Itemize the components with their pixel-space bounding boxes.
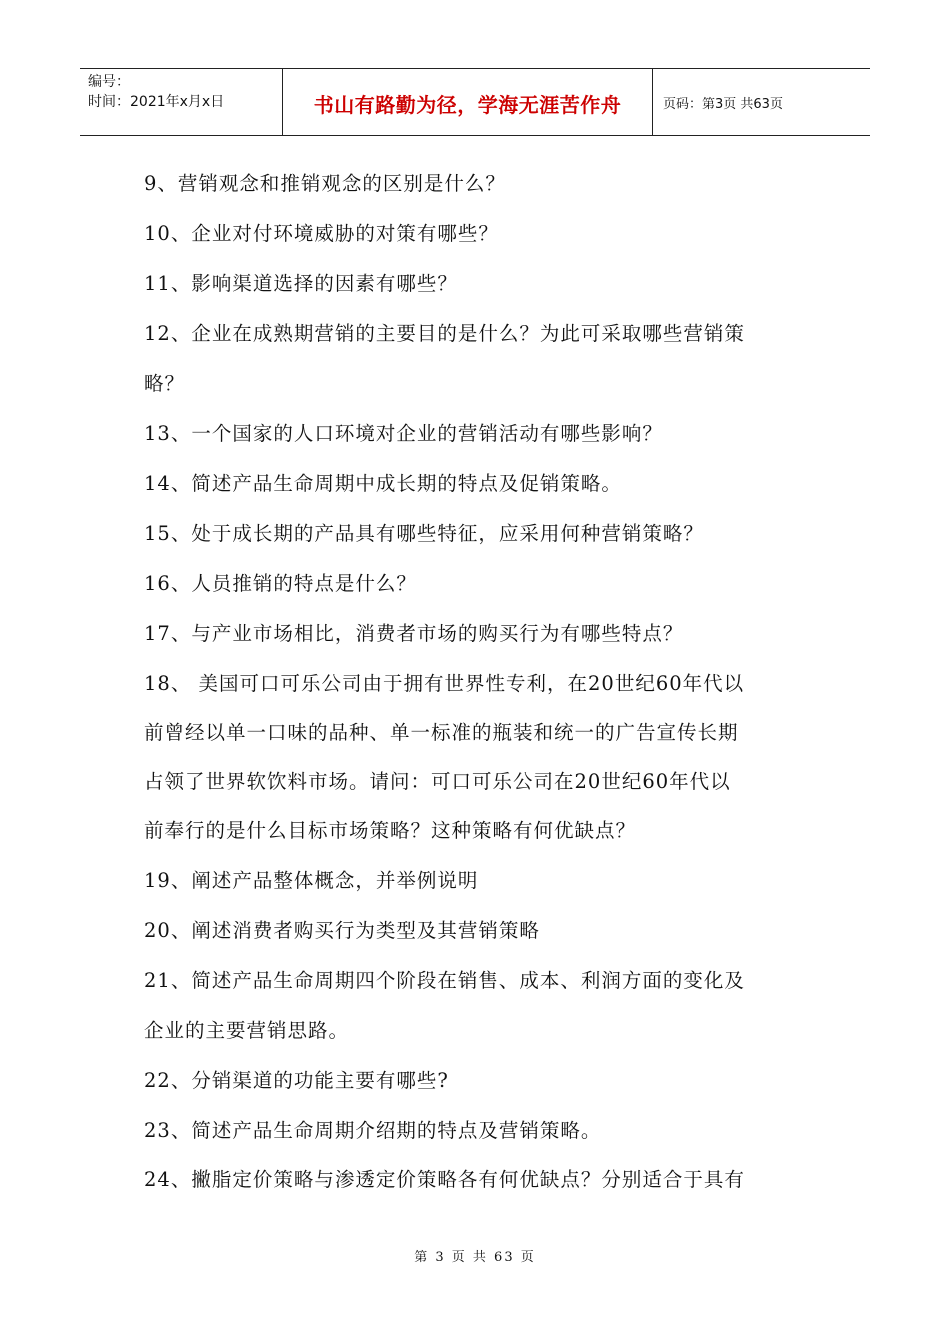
text-line: 21、简述产品生命周期四个阶段在销售、成本、利润方面的变化及 [144,969,745,992]
text-line: 9、营销观念和推销观念的区别是什么？ [144,172,506,195]
time-label: 时间：2021年x月x日 [88,94,225,110]
text-line: 17、与产业市场相比，消费者市场的购买行为有哪些特点？ [144,622,684,645]
page-header [80,68,870,136]
text-line: 24、撇脂定价策略与渗透定价策略各有何优缺点？分别适合于具有 [144,1168,745,1191]
header-meta-cell [80,69,283,135]
text-line: 18、 美国可口可乐公司由于拥有世界性专利，在20世纪60年代以 [144,672,745,695]
header-page-cell [653,69,870,135]
text-line: 10、企业对付环境威胁的对策有哪些？ [144,222,499,245]
text-line: 12、企业在成熟期营销的主要目的是什么？为此可采取哪些营销策 [144,322,745,345]
header-motto-cell [283,69,653,135]
text-line: 占领了世界软饮料市场。请问：可口可乐公司在20世纪60年代以 [144,770,731,793]
text-line: 19、阐述产品整体概念，并举例说明 [144,869,479,892]
page-footer: 第 3 页 共 63 页 [414,1250,536,1265]
page-info: 页码：第3页 共63页 [663,96,783,112]
text-line: 前曾经以单一口味的品种、单一标准的瓶装和统一的广告宣传长期 [144,721,739,744]
text-line: 14、简述产品生命周期中成长期的特点及促销策略。 [144,472,622,495]
text-line: 23、简述产品生命周期介绍期的特点及营销策略。 [144,1119,602,1142]
text-line: 16、人员推销的特点是什么？ [144,572,417,595]
text-line: 15、处于成长期的产品具有哪些特征，应采用何种营销策略？ [144,522,704,545]
text-line: 11、影响渠道选择的因素有哪些？ [144,272,458,295]
text-line: 13、一个国家的人口环境对企业的营销活动有哪些影响？ [144,422,663,445]
serial-label: 编号： [88,74,130,90]
text-line: 前奉行的是什么目标市场策略？这种策略有何优缺点？ [144,819,637,842]
text-line: 略？ [144,372,186,395]
text-line: 20、阐述消费者购买行为类型及其营销策略 [144,919,540,942]
motto-text: 书山有路勤为径，学海无涯苦作舟 [313,92,622,117]
text-line: 企业的主要营销思路。 [144,1019,350,1042]
text-line: 22、分销渠道的功能主要有哪些? [144,1069,449,1092]
